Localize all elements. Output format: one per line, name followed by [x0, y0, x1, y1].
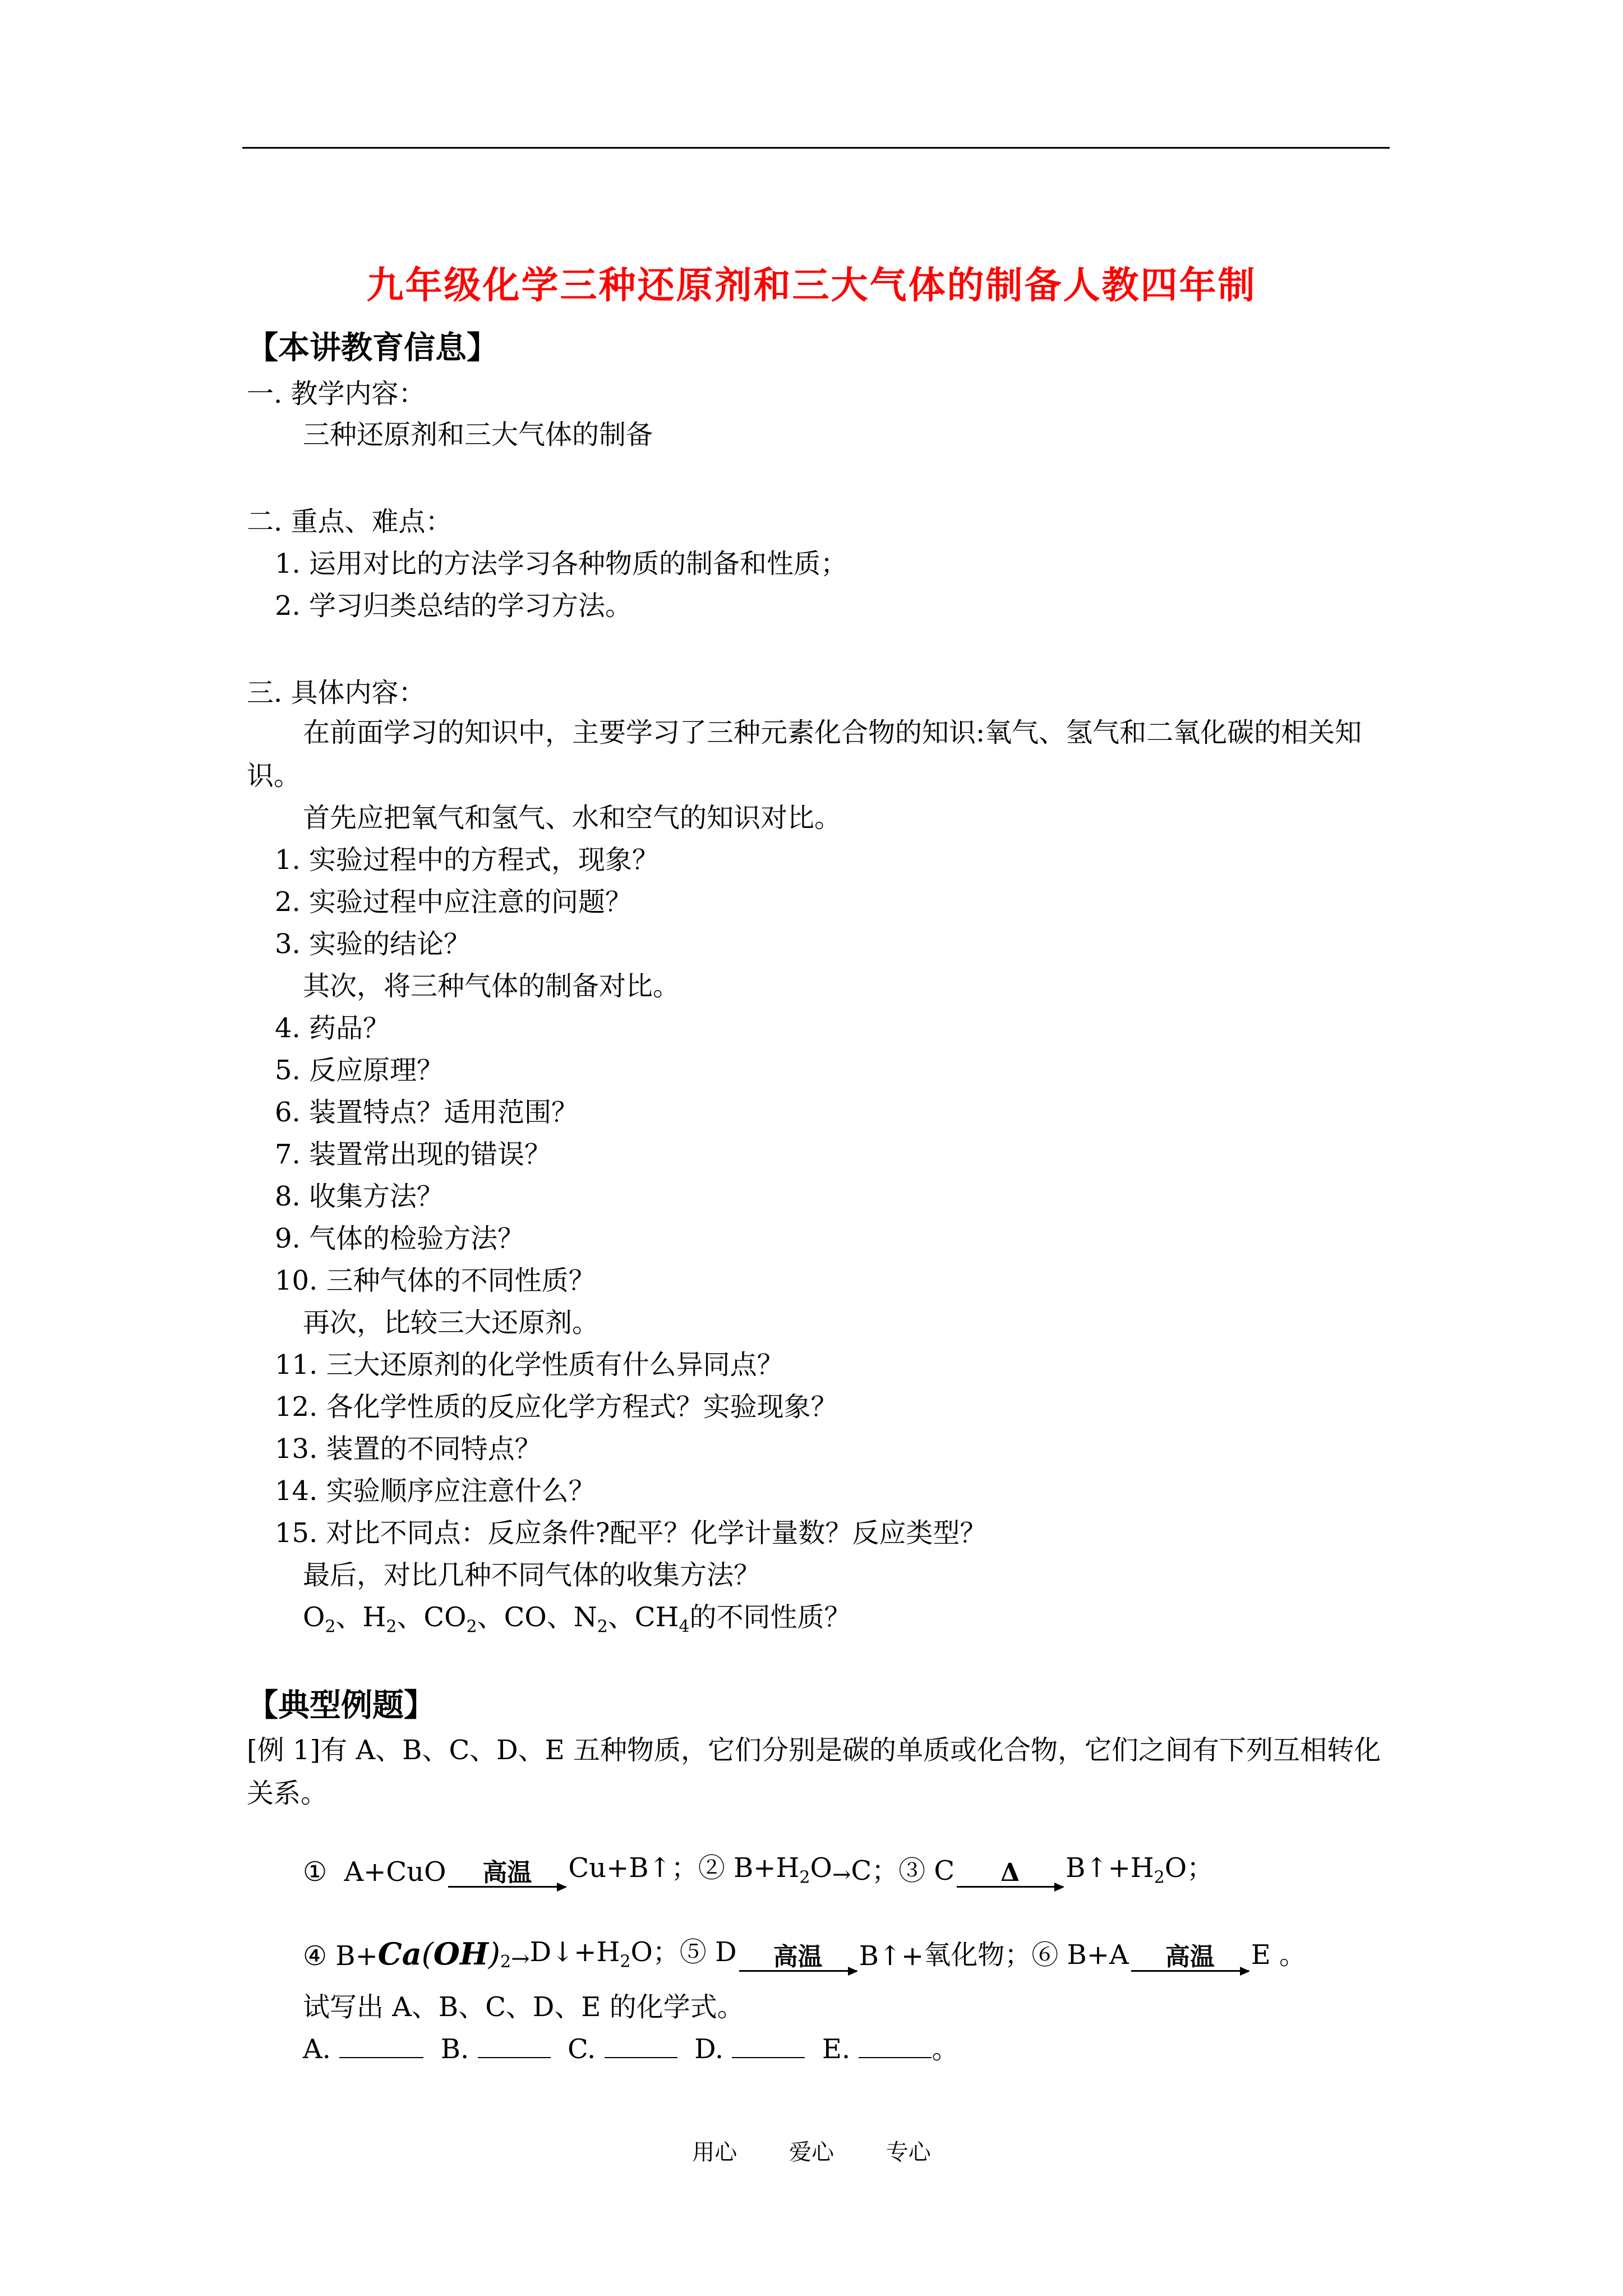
list-item: 2. 学习归类总结的学习方法。 — [275, 590, 633, 622]
list-item: 6. 装置特点？适用范围？ — [275, 1097, 579, 1128]
detail-paragraph: 在前面学习的知识中，主要学习了三种元素化合物的知识:氧气、氢气和二氧化碳的相关知识。 — [247, 717, 1362, 792]
page-title: 九年级化学三种还原剂和三大气体的制备人教四年制 — [366, 263, 1257, 307]
list-item: 7. 装置常出现的错误？ — [275, 1139, 552, 1170]
content-label: 一. 教学内容： — [247, 378, 426, 409]
footer-text: 爱心 — [789, 2139, 834, 2165]
gas-formula-line: $O_2$、$H_2$、$CO_2$、CO、$N_2$、$CH_4$的不同性质？ — [303, 1602, 851, 1637]
reaction-arrow: Δ — [957, 1860, 1063, 1888]
answer-blank[interactable] — [859, 2032, 932, 2058]
list-item: 1. 运用对比的方法学习各种物质的制备和性质； — [275, 548, 848, 579]
section-heading-examples: 【典型例题】 — [247, 1687, 435, 1724]
third-line: 再次，比较三大还原剂。 — [303, 1307, 600, 1338]
equation-row-2: ④ B+ Ca ( OH ) $_2$ → $D↓+H_2O$；⑤ D 高温 B↑+ 氧化物 ；⑥ B+A 高温 E 。 — [303, 1936, 1307, 1972]
answer-line: A. B. C. D. E. 。 — [303, 2033, 959, 2065]
list-item: 11. 三大还原剂的化学性质有什么异同点？ — [275, 1349, 784, 1381]
answer-blank[interactable] — [478, 2032, 551, 2058]
example-text: [例 1]有 A、B、C、D、E 五种物质，它们分别是碳的单质或化合物，它们之间有下列互相转化关系。 — [247, 1734, 1381, 1809]
list-item: 9. 气体的检验方法？ — [275, 1223, 525, 1254]
footer-text: 专心 — [886, 2139, 931, 2165]
list-item: 3. 实验的结论？ — [275, 928, 471, 960]
list-item: 4. 药品？ — [275, 1013, 390, 1044]
reaction-arrow: 高温 — [1131, 1944, 1249, 1972]
list-item: 13. 装置的不同特点？ — [275, 1433, 542, 1465]
first-line: 首先应把氧气和氢气、水和空气的知识对比。 — [303, 802, 842, 834]
list-item: 14. 实验顺序应注意什么？ — [275, 1475, 596, 1507]
list-item: 8. 收集方法？ — [275, 1181, 444, 1212]
list-item: 10. 三种气体的不同性质？ — [275, 1265, 596, 1296]
answer-blank[interactable] — [605, 2032, 677, 2058]
page-footer — [0, 2134, 1623, 2166]
header-rule — [242, 147, 1390, 149]
answer-blank[interactable] — [732, 2032, 805, 2058]
content-text: 三种还原剂和三大气体的制备 — [303, 419, 653, 450]
last-line: 最后，对比几种不同气体的收集方法？ — [303, 1559, 761, 1591]
question-text: 试写出 A、B、C、D、E 的化学式。 — [303, 1991, 744, 2023]
detail-label: 三. 具体内容： — [247, 677, 426, 708]
equation-row-1: ① A+CuO 高温 Cu+B↑；② $B+H_2O$ → C；③ C Δ $B↑+H_2O$； — [303, 1852, 1214, 1888]
list-item: 1. 实验过程中的方程式，现象？ — [275, 844, 660, 876]
list-item: 2. 实验过程中应注意的问题？ — [275, 886, 633, 918]
reaction-arrow: 高温 — [739, 1944, 857, 1972]
reaction-arrow: 高温 — [448, 1860, 566, 1888]
list-item: 5. 反应原理？ — [275, 1055, 444, 1086]
footer-text: 用心 — [692, 2139, 737, 2165]
answer-blank[interactable] — [339, 2032, 423, 2058]
section-heading-info: 【本讲教育信息】 — [247, 329, 498, 366]
second-line: 其次，将三种气体的制备对比。 — [303, 970, 680, 1002]
list-item: 12. 各化学性质的反应化学方程式？实验现象？ — [275, 1391, 838, 1423]
key-label: 二. 重点、难点： — [247, 506, 453, 537]
list-item: 15. 对比不同点：反应条件?配平？化学计量数？反应类型？ — [275, 1517, 987, 1549]
